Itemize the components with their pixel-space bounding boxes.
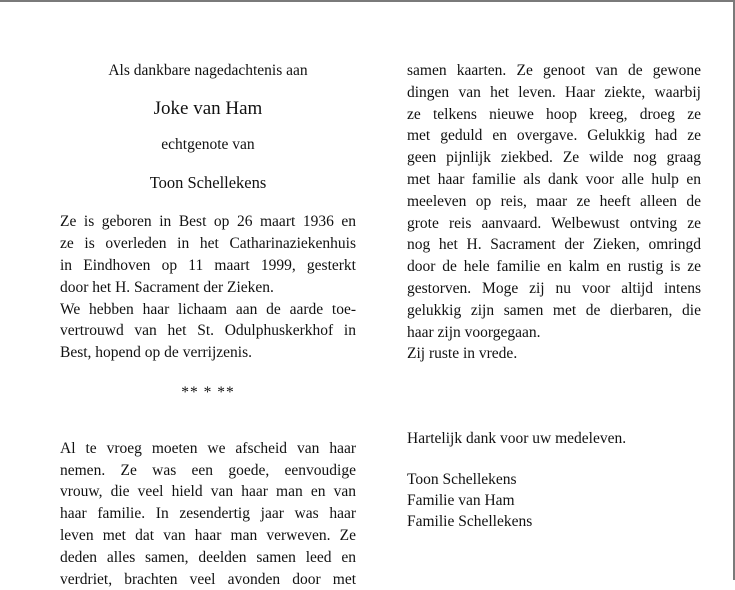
biography-paragraph xyxy=(60,211,356,364)
spouse-label: echtgenote van xyxy=(161,135,255,153)
signer-name: Familie van Ham xyxy=(407,492,515,509)
deceased-name: Joke van Ham xyxy=(153,97,263,119)
signers-list xyxy=(407,469,532,532)
spouse-name: Toon Schellekens xyxy=(149,172,267,192)
text-line: geen pijnlijk ziekbed. Ze wilde nog graag xyxy=(407,149,701,167)
text-line: samen kaarten. Ze genoot van de gewone xyxy=(407,62,701,79)
text-line: grote reis aanvaard. Welbewust ontving ze xyxy=(407,214,701,232)
text-line: Best, hopend op de verrijzenis. xyxy=(60,344,252,362)
text-line: dingen van het leven. Haar ziekte, waarbij xyxy=(407,83,701,101)
text-line: door het H. Sacrament der Zieken. xyxy=(60,278,274,296)
text-line: haar zijn voorgegaan. xyxy=(407,323,541,341)
text-line: ze is overleden in het Catharinaziekenhuis xyxy=(60,235,356,253)
left-column xyxy=(60,60,356,590)
signer-name: Toon Schellekens xyxy=(407,471,517,488)
text-line: met haar familie als dank voor alle hulp en xyxy=(407,170,701,188)
text-line: gestorven. Moge zij nu voor altijd intens xyxy=(407,279,701,297)
text-line: met geduld en overgave. Gelukkig had ze xyxy=(407,127,701,145)
text-line: nemen. Ze was een goede, eenvoudige xyxy=(60,461,356,479)
text-line: verdriet, brachten veel avonden door met xyxy=(60,570,356,588)
right-column xyxy=(407,60,701,365)
text-line: door de hele familie en kalm en rustig is ze xyxy=(407,258,701,276)
text-line: deden alles samen, deelden samen leed en xyxy=(60,548,356,566)
separator-stars: ** * ** xyxy=(181,383,235,401)
text-line: Ze is geboren in Best op 26 maart 1936 en xyxy=(60,213,356,231)
thanks-line: Hartelijk dank voor uw medeleven. xyxy=(407,430,627,447)
text-line: in Eindhoven op 11 maart 1999, gesterkt xyxy=(60,256,356,274)
remembrance-paragraph xyxy=(60,438,356,590)
signer-name: Familie Schellekens xyxy=(407,513,533,530)
text-line: vrouw, die veel hield van haar man en van xyxy=(60,483,356,501)
intro-line: Als dankbare nagedachtenis aan xyxy=(108,62,308,79)
text-line: vertrouwd van het St. Odulphuskerkhof in xyxy=(60,322,356,340)
text-line: meeleven op reis, maar ze heeft alleen de xyxy=(407,192,701,210)
text-line: ze telkens nieuwe hoop kreeg, droeg ze xyxy=(407,105,701,123)
text-line: gelukkig zijn samen met de dierbaren, die xyxy=(407,301,701,319)
text-line: nog het H. Sacrament der Zieken, omringd xyxy=(407,236,701,254)
text-line: haar familie. In zesendertig jaar was haar xyxy=(60,505,356,523)
text-line: We hebben haar lichaam aan de aarde toe- xyxy=(60,300,356,318)
text-line: leven met dat van haar man verweven. Ze xyxy=(60,526,356,544)
text-line: Al te vroeg moeten we afscheid van haar xyxy=(60,439,356,457)
text-line: Zij ruste in vrede. xyxy=(407,345,518,363)
